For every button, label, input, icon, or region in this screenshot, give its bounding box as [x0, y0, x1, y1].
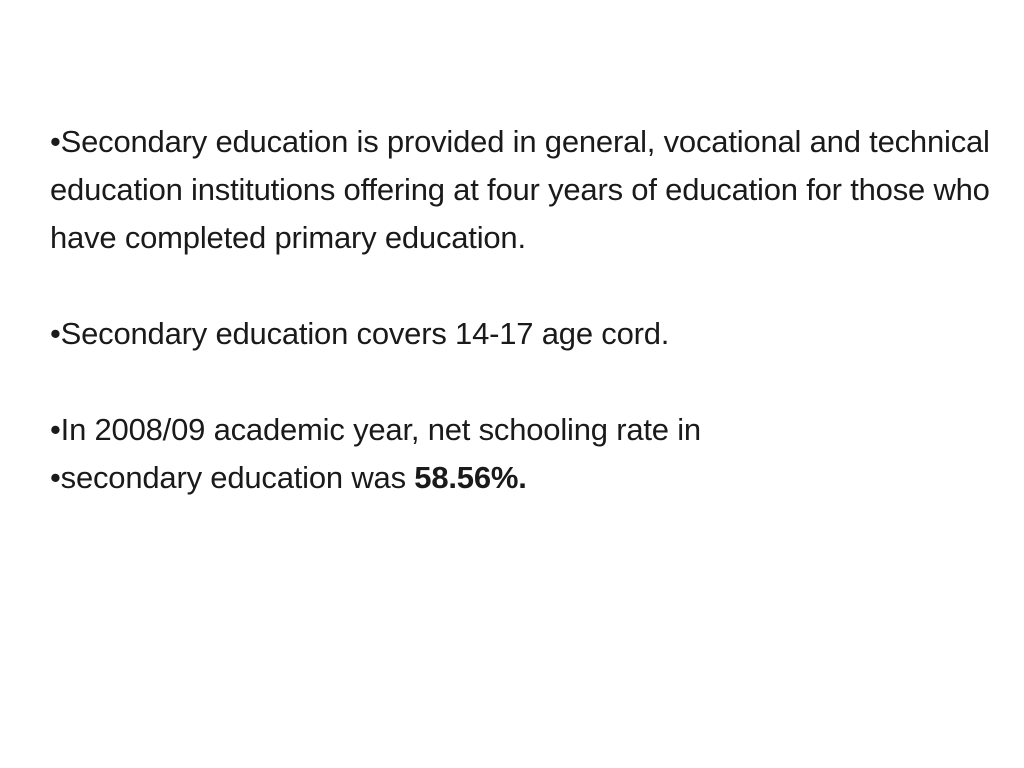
slide-body [50, 118, 990, 502]
bullet-schooling-rate [50, 454, 990, 502]
schooling-rate-value: 58.56%. [414, 460, 527, 495]
paragraph-spacer [50, 358, 990, 406]
bullet-secondary-education-provision: •Secondary education is provided in general, vocational and technical education institutions offering at four years of education for those who have completed primary education. [50, 124, 990, 255]
bullet-age-cord: •Secondary education covers 14-17 age cord. [50, 316, 670, 351]
bullet-academic-year: •In 2008/09 academic year, net schooling rate in [50, 412, 701, 447]
paragraph-spacer [50, 262, 990, 310]
schooling-rate-text: •secondary education was [50, 460, 415, 495]
